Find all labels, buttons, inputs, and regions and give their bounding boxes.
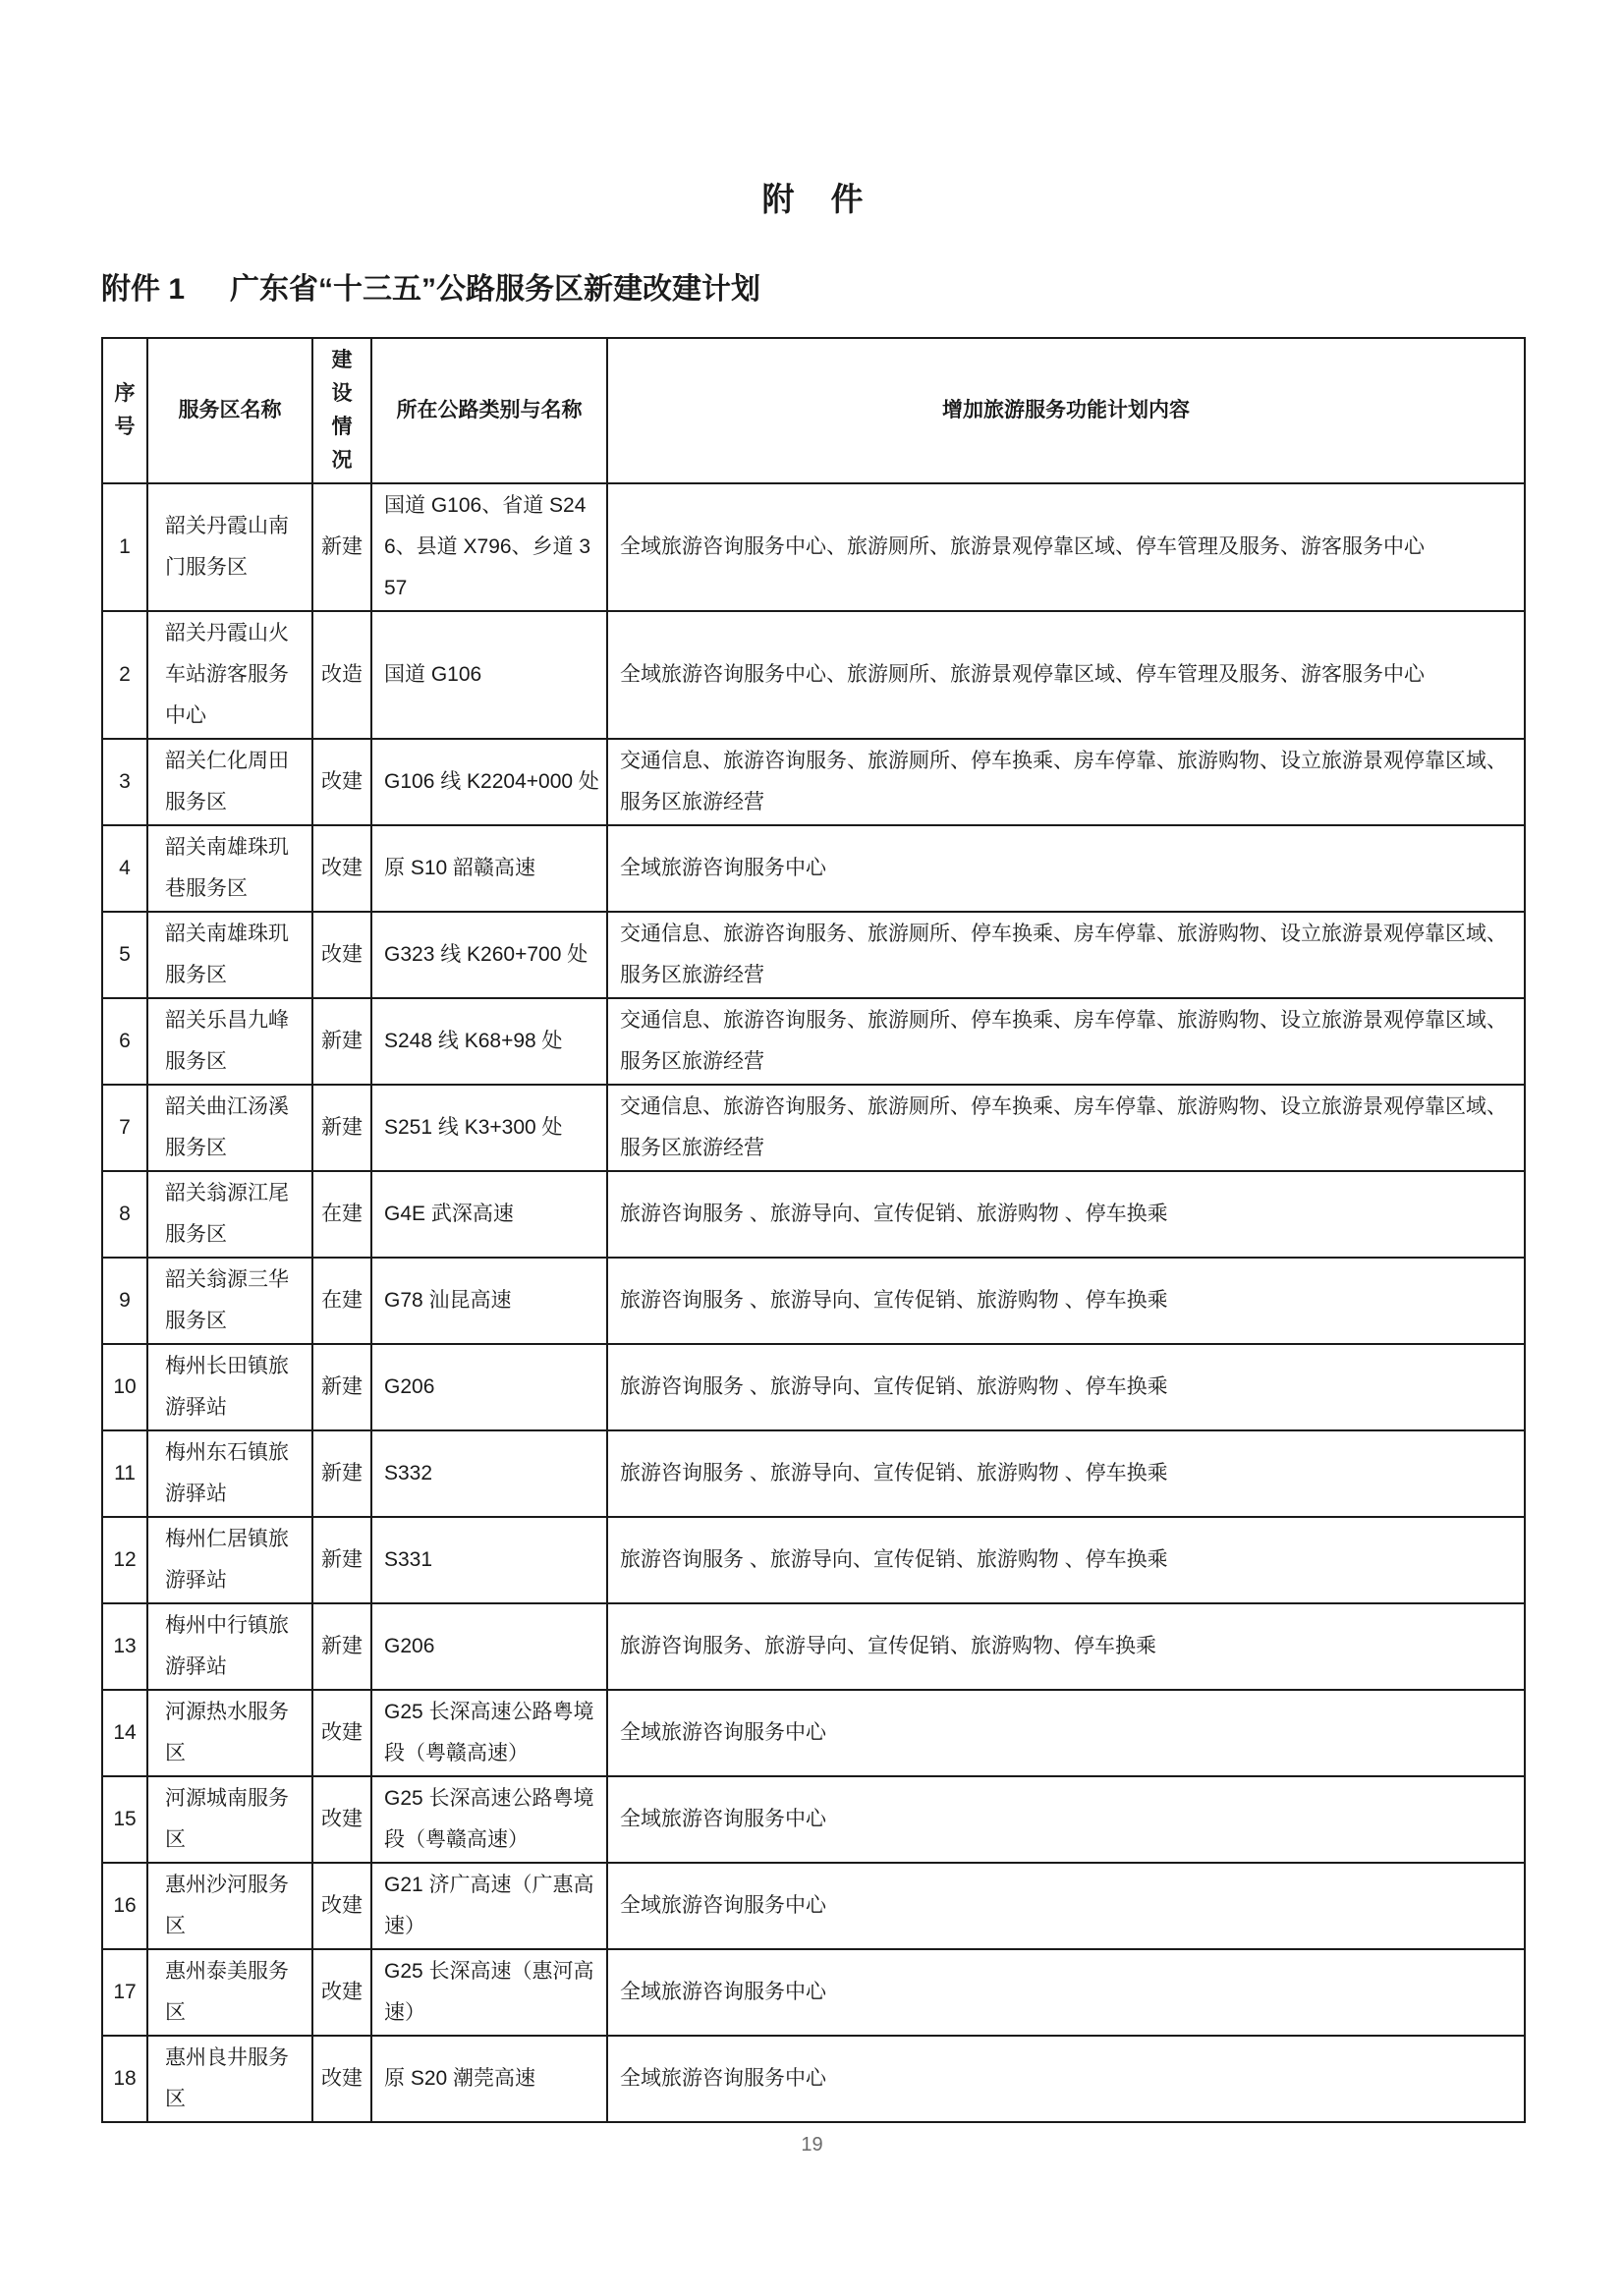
cell-added-tourism-functions: 全域旅游咨询服务中心	[607, 1863, 1525, 1949]
cell-road-category-name: 原 S20 潮莞高速	[371, 2036, 607, 2122]
page-title: 附 件	[761, 181, 866, 217]
column-header-1: 服务区名称	[147, 338, 312, 483]
table-row	[102, 1776, 1525, 1863]
cell-index: 10	[102, 1344, 147, 1430]
cell-road-category-name: G323 线 K260+700 处	[371, 912, 607, 998]
cell-added-tourism-functions: 全域旅游咨询服务中心	[607, 1690, 1525, 1776]
cell-added-tourism-functions: 旅游咨询服务 、旅游导向、宣传促销、旅游购物 、停车换乘	[607, 1517, 1525, 1603]
cell-road-category-name: G206	[371, 1603, 607, 1690]
cell-service-area-name: 梅州仁居镇旅游驿站	[147, 1517, 312, 1603]
cell-road-category-name: 原 S10 韶赣高速	[371, 825, 607, 912]
cell-construction-status: 改建	[312, 1863, 371, 1949]
table-row	[102, 2036, 1525, 2122]
cell-index: 9	[102, 1258, 147, 1344]
cell-added-tourism-functions: 交通信息、旅游咨询服务、旅游厕所、停车换乘、房车停靠、旅游购物、设立旅游景观停靠区域、服务区旅游经营	[607, 912, 1525, 998]
table-row	[102, 1690, 1525, 1776]
cell-road-category-name: S332	[371, 1430, 607, 1517]
cell-service-area-name: 梅州中行镇旅游驿站	[147, 1603, 312, 1690]
cell-service-area-name: 韶关南雄珠玑服务区	[147, 912, 312, 998]
column-header-0: 序号	[102, 338, 147, 483]
cell-road-category-name: 国道 G106	[371, 611, 607, 739]
cell-index: 2	[102, 611, 147, 739]
cell-construction-status: 改建	[312, 1690, 371, 1776]
cell-index: 3	[102, 739, 147, 825]
attachment-title: 广东省“十三五”公路服务区新建改建计划	[230, 273, 761, 306]
column-header-2: 建设情况	[312, 338, 371, 483]
attachment-label: 附件 1	[101, 273, 186, 306]
cell-index: 18	[102, 2036, 147, 2122]
cell-added-tourism-functions: 交通信息、旅游咨询服务、旅游厕所、停车换乘、房车停靠、旅游购物、设立旅游景观停靠区域、服务区旅游经营	[607, 739, 1525, 825]
cell-index: 11	[102, 1430, 147, 1517]
cell-service-area-name: 惠州泰美服务区	[147, 1949, 312, 2036]
cell-construction-status: 新建	[312, 1517, 371, 1603]
cell-road-category-name: G4E 武深高速	[371, 1171, 607, 1258]
cell-construction-status: 新建	[312, 1085, 371, 1171]
cell-service-area-name: 韶关仁化周田服务区	[147, 739, 312, 825]
cell-road-category-name: G25 长深高速公路粤境段（粤赣高速）	[371, 1690, 607, 1776]
cell-road-category-name: G206	[371, 1344, 607, 1430]
table-row	[102, 611, 1525, 739]
cell-construction-status: 在建	[312, 1258, 371, 1344]
cell-added-tourism-functions: 全域旅游咨询服务中心	[607, 825, 1525, 912]
cell-construction-status: 改建	[312, 2036, 371, 2122]
cell-index: 6	[102, 998, 147, 1085]
cell-service-area-name: 梅州东石镇旅游驿站	[147, 1430, 312, 1517]
cell-index: 15	[102, 1776, 147, 1863]
cell-service-area-name: 韶关乐昌九峰服务区	[147, 998, 312, 1085]
cell-construction-status: 改建	[312, 912, 371, 998]
table-row	[102, 1085, 1525, 1171]
cell-index: 13	[102, 1603, 147, 1690]
table-row	[102, 1603, 1525, 1690]
column-header-3: 所在公路类别与名称	[371, 338, 607, 483]
cell-service-area-name: 韶关翁源三华服务区	[147, 1258, 312, 1344]
cell-index: 12	[102, 1517, 147, 1603]
table-row	[102, 1517, 1525, 1603]
table-header	[102, 338, 1525, 483]
cell-service-area-name: 惠州沙河服务区	[147, 1863, 312, 1949]
cell-road-category-name: G78 汕昆高速	[371, 1258, 607, 1344]
cell-construction-status: 改建	[312, 1776, 371, 1863]
cell-index: 17	[102, 1949, 147, 2036]
cell-added-tourism-functions: 全域旅游咨询服务中心	[607, 1776, 1525, 1863]
cell-index: 14	[102, 1690, 147, 1776]
service-area-plan-table	[101, 337, 1526, 2123]
cell-construction-status: 改造	[312, 611, 371, 739]
table-row	[102, 912, 1525, 998]
cell-service-area-name: 韶关曲江汤溪服务区	[147, 1085, 312, 1171]
cell-index: 16	[102, 1863, 147, 1949]
header-row	[102, 338, 1525, 483]
cell-service-area-name: 韶关丹霞山火车站游客服务中心	[147, 611, 312, 739]
cell-construction-status: 在建	[312, 1171, 371, 1258]
cell-road-category-name: S251 线 K3+300 处	[371, 1085, 607, 1171]
cell-construction-status: 改建	[312, 739, 371, 825]
cell-added-tourism-functions: 全域旅游咨询服务中心	[607, 2036, 1525, 2122]
cell-added-tourism-functions: 全域旅游咨询服务中心、旅游厕所、旅游景观停靠区域、停车管理及服务、游客服务中心	[607, 483, 1525, 611]
cell-road-category-name: G106 线 K2204+000 处	[371, 739, 607, 825]
cell-road-category-name: S248 线 K68+98 处	[371, 998, 607, 1085]
cell-added-tourism-functions: 旅游咨询服务 、旅游导向、宣传促销、旅游购物 、停车换乘	[607, 1430, 1525, 1517]
cell-road-category-name: G21 济广高速（广惠高速）	[371, 1863, 607, 1949]
cell-service-area-name: 韶关南雄珠玑巷服务区	[147, 825, 312, 912]
cell-added-tourism-functions: 旅游咨询服务 、旅游导向、宣传促销、旅游购物 、停车换乘	[607, 1344, 1525, 1430]
cell-road-category-name: 国道 G106、省道 S246、县道 X796、乡道 357	[371, 483, 607, 611]
cell-service-area-name: 河源城南服务区	[147, 1776, 312, 1863]
table-row	[102, 1949, 1525, 2036]
table-row	[102, 739, 1525, 825]
cell-construction-status: 新建	[312, 1344, 371, 1430]
table-row	[102, 1430, 1525, 1517]
cell-index: 7	[102, 1085, 147, 1171]
cell-construction-status: 新建	[312, 1603, 371, 1690]
table-row	[102, 1863, 1525, 1949]
cell-construction-status: 新建	[312, 998, 371, 1085]
cell-service-area-name: 惠州良井服务区	[147, 2036, 312, 2122]
cell-added-tourism-functions: 全域旅游咨询服务中心、旅游厕所、旅游景观停靠区域、停车管理及服务、游客服务中心	[607, 611, 1525, 739]
attachment-heading	[101, 272, 1526, 308]
cell-index: 1	[102, 483, 147, 611]
cell-construction-status: 改建	[312, 825, 371, 912]
column-header-4: 增加旅游服务功能计划内容	[607, 338, 1525, 483]
cell-service-area-name: 韶关翁源江尾服务区	[147, 1171, 312, 1258]
cell-index: 8	[102, 1171, 147, 1258]
cell-added-tourism-functions: 旅游咨询服务 、旅游导向、宣传促销、旅游购物 、停车换乘	[607, 1171, 1525, 1258]
cell-added-tourism-functions: 交通信息、旅游咨询服务、旅游厕所、停车换乘、房车停靠、旅游购物、设立旅游景观停靠区域、服务区旅游经营	[607, 1085, 1525, 1171]
cell-construction-status: 新建	[312, 1430, 371, 1517]
table-row	[102, 1344, 1525, 1430]
cell-added-tourism-functions: 旅游咨询服务 、旅游导向、宣传促销、旅游购物 、停车换乘	[607, 1258, 1525, 1344]
cell-service-area-name: 梅州长田镇旅游驿站	[147, 1344, 312, 1430]
table-body	[102, 483, 1525, 2122]
cell-road-category-name: G25 长深高速（惠河高速）	[371, 1949, 607, 2036]
table-row	[102, 1258, 1525, 1344]
table-row	[102, 1171, 1525, 1258]
table-row	[102, 483, 1525, 611]
cell-added-tourism-functions: 全域旅游咨询服务中心	[607, 1949, 1525, 2036]
cell-construction-status: 新建	[312, 483, 371, 611]
cell-service-area-name: 韶关丹霞山南门服务区	[147, 483, 312, 611]
cell-service-area-name: 河源热水服务区	[147, 1690, 312, 1776]
table-row	[102, 825, 1525, 912]
cell-added-tourism-functions: 旅游咨询服务、旅游导向、宣传促销、旅游购物、停车换乘	[607, 1603, 1525, 1690]
page-number: 19	[801, 2134, 823, 2156]
cell-index: 4	[102, 825, 147, 912]
cell-construction-status: 改建	[312, 1949, 371, 2036]
cell-road-category-name: S331	[371, 1517, 607, 1603]
cell-added-tourism-functions: 交通信息、旅游咨询服务、旅游厕所、停车换乘、房车停靠、旅游购物、设立旅游景观停靠区域、服务区旅游经营	[607, 998, 1525, 1085]
cell-index: 5	[102, 912, 147, 998]
cell-road-category-name: G25 长深高速公路粤境段（粤赣高速）	[371, 1776, 607, 1863]
table-row	[102, 998, 1525, 1085]
